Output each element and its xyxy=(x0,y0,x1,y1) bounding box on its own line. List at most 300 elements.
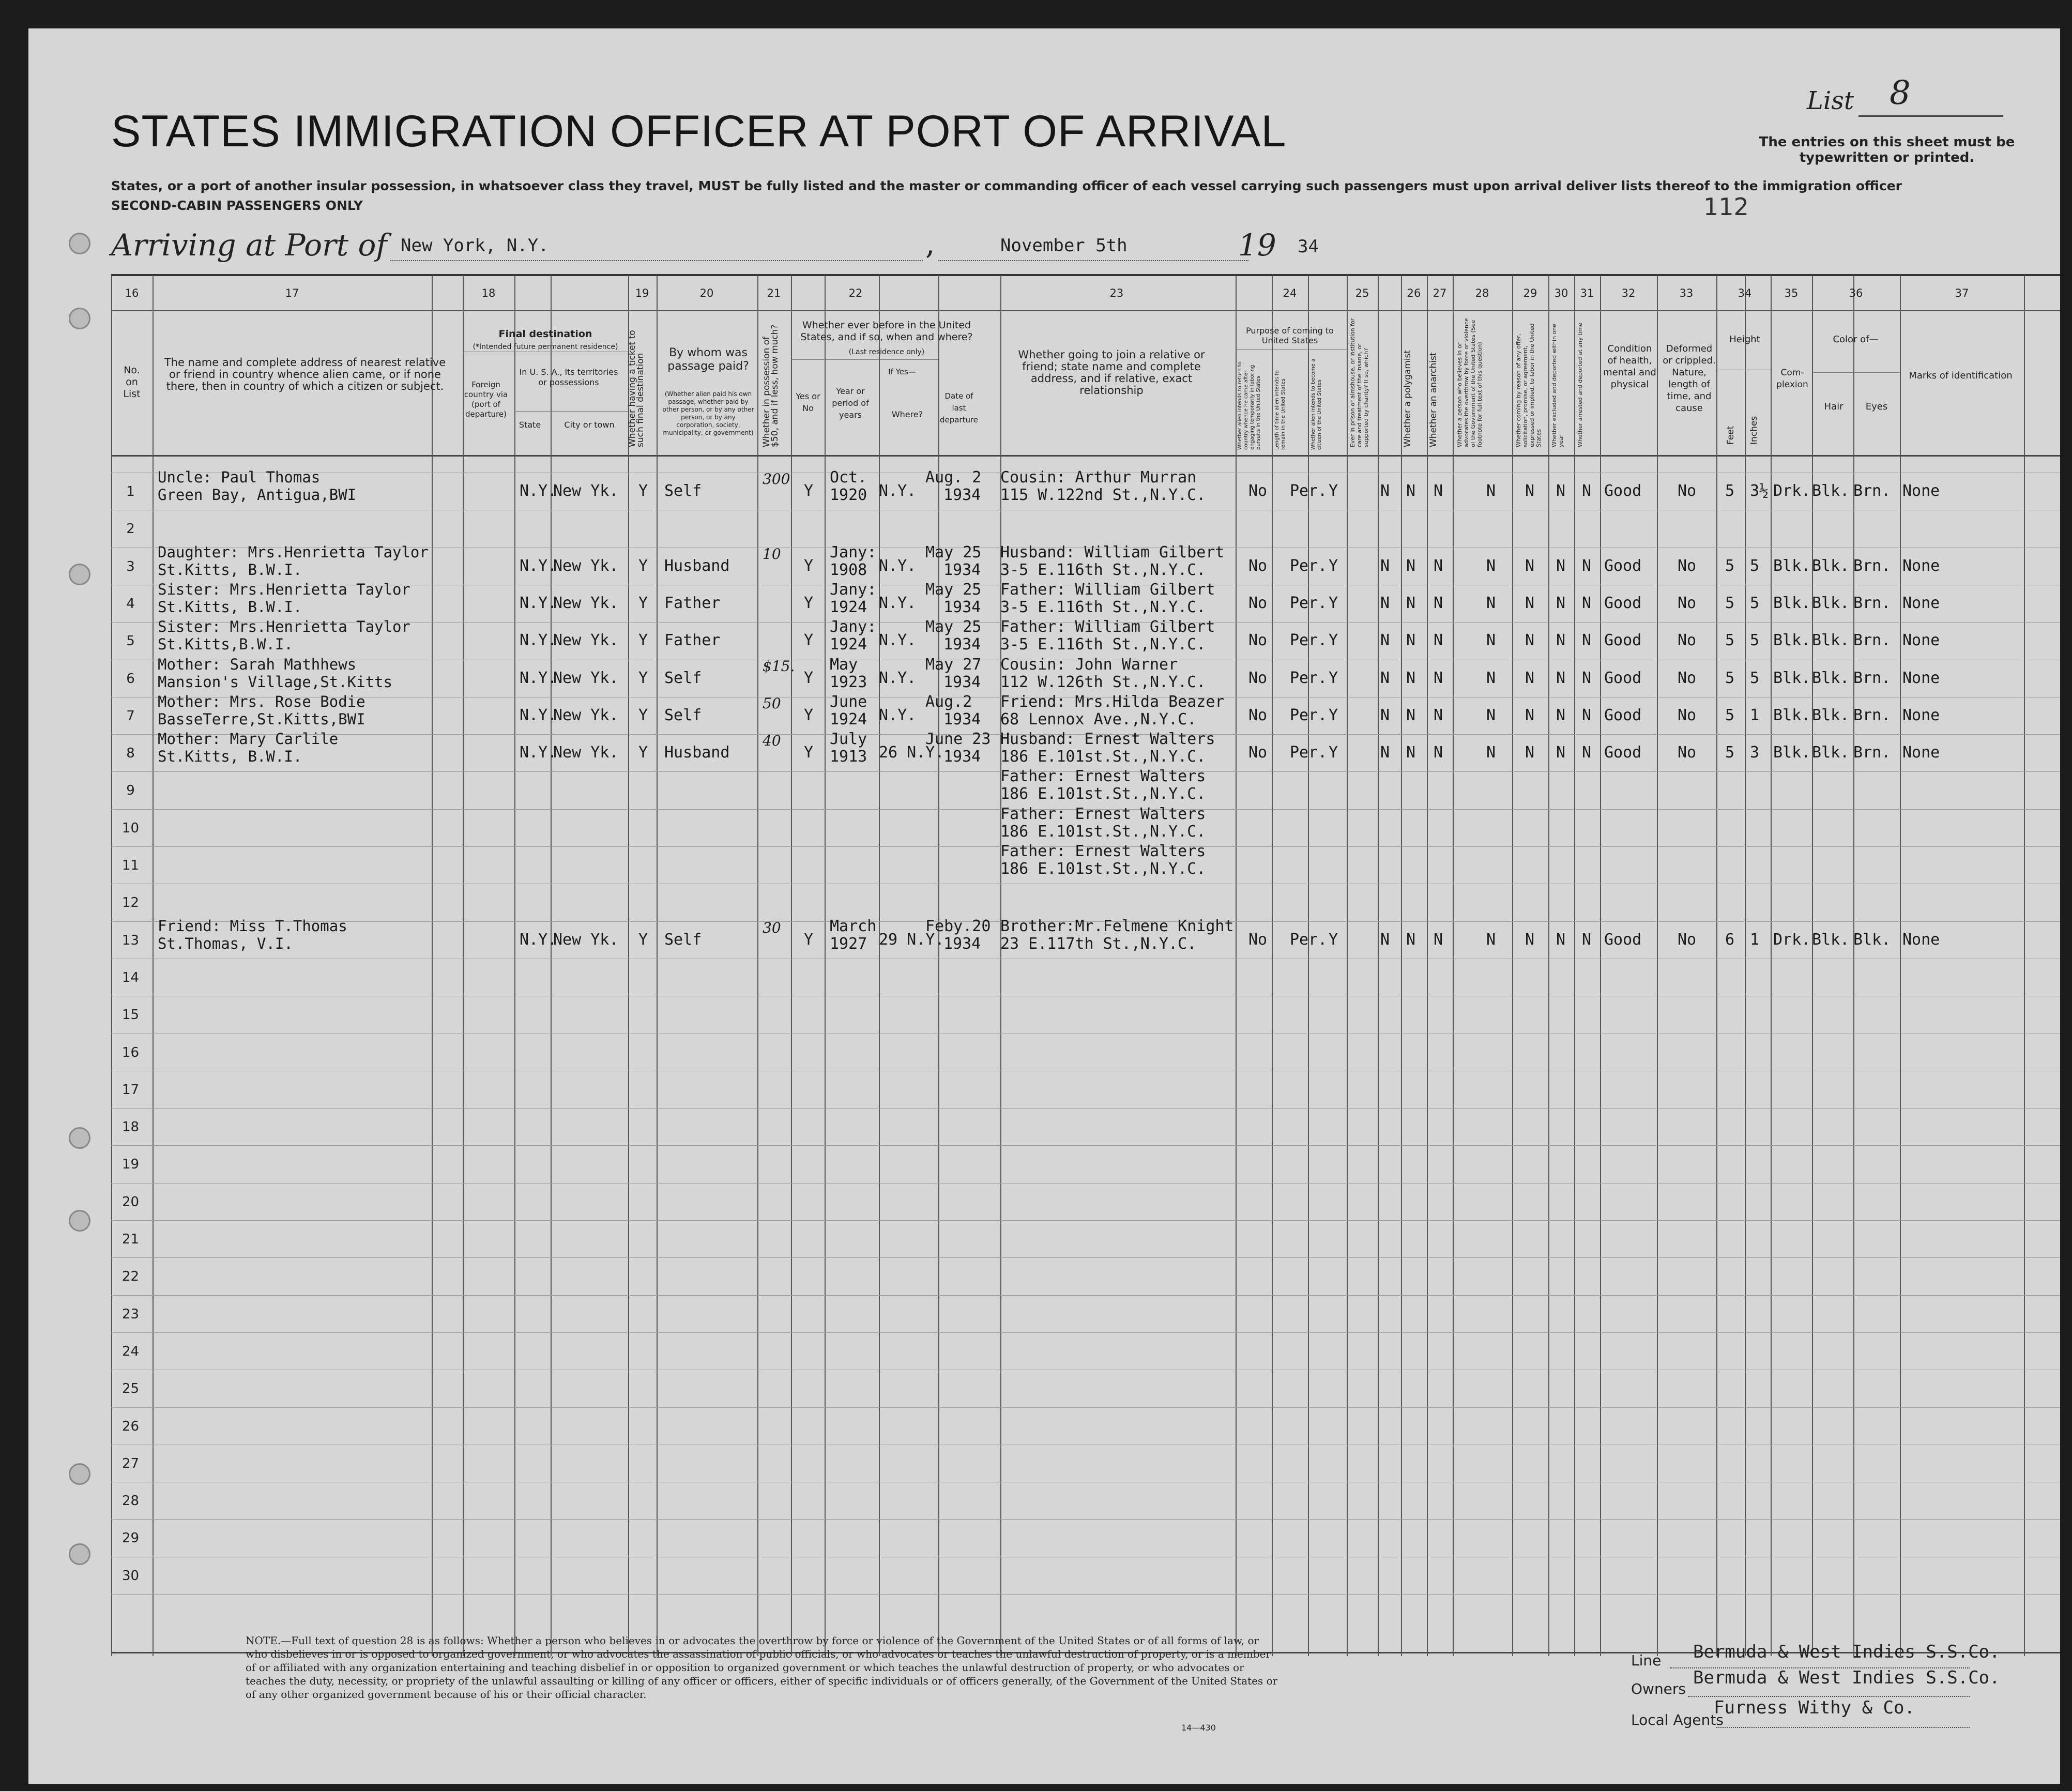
cell-in: 5 xyxy=(1750,594,1760,612)
cell-cond: Good xyxy=(1604,706,1642,724)
column-divider xyxy=(1745,276,1746,1656)
column-number: 16 xyxy=(125,287,139,299)
column-number: 25 xyxy=(1355,287,1369,299)
cell-dep1: May 25 xyxy=(925,618,982,636)
cell-yesno: Y xyxy=(804,743,814,762)
header-q29: Whether coming by reason of any offer, solicitation, promise, or agreement, expressed or implied, to labor in the United States xyxy=(1515,323,1542,447)
cell-where: N.Y. xyxy=(879,631,917,650)
cell-ft: 5 xyxy=(1725,482,1735,500)
row-number: 14 xyxy=(121,969,140,985)
cell-marks: None xyxy=(1902,594,1940,612)
row-number: 2 xyxy=(126,521,135,537)
year-prefix: 19 xyxy=(1238,227,1276,263)
second-line-dep2: 1934 xyxy=(943,635,981,654)
column-number: 20 xyxy=(699,287,714,299)
header-state: State xyxy=(519,420,541,430)
row-number: 11 xyxy=(121,858,140,873)
cell-q25: N xyxy=(1380,631,1390,650)
column-divider xyxy=(1272,276,1273,1656)
column-number: 21 xyxy=(767,287,781,299)
cell-state: N.Y. xyxy=(520,631,557,650)
row-number: 20 xyxy=(121,1194,140,1210)
cell-hair: Blk. xyxy=(1812,482,1850,500)
header-year-period: Year or period of years xyxy=(832,386,869,420)
cell-q26: N xyxy=(1406,482,1416,500)
column-divider xyxy=(1401,276,1402,1656)
column-number-border xyxy=(111,310,2060,311)
cell-q29: N xyxy=(1525,706,1535,724)
cell-q29: N xyxy=(1525,743,1535,762)
comma: , xyxy=(925,226,935,261)
row-number: 3 xyxy=(126,558,135,574)
port-underline xyxy=(390,260,923,261)
cell-q30: N xyxy=(1556,706,1566,724)
relative-abroad-line: Sister: Mrs.Henrietta Taylor xyxy=(158,618,410,636)
cell-q28: N xyxy=(1486,594,1496,612)
cell-comp: Blk. xyxy=(1773,556,1811,575)
cell-def: No xyxy=(1678,706,1697,724)
cell-hair: Blk. xyxy=(1812,669,1850,687)
header-feet: Feet xyxy=(1726,426,1736,445)
row-number: 9 xyxy=(126,783,135,799)
cell-ticket: Y xyxy=(638,669,648,687)
binder-hole xyxy=(69,564,90,585)
cell-city: New Yk. xyxy=(553,669,619,687)
cell-q27: N xyxy=(1434,482,1443,500)
cell-where: 29 N.Y. xyxy=(879,930,944,949)
header-possession-50: Whether in possession of $50, and if less, how much? xyxy=(761,324,780,447)
column-divider xyxy=(791,276,792,1656)
cell-ret: No xyxy=(1248,706,1268,724)
cell-ticket: Y xyxy=(638,556,648,575)
cell-in: 5 xyxy=(1750,556,1760,575)
column-number: 18 xyxy=(481,287,496,299)
cell-city: New Yk. xyxy=(553,556,619,575)
column-number: 30 xyxy=(1554,287,1568,299)
row-number: 12 xyxy=(121,895,140,911)
row-number: 30 xyxy=(121,1568,140,1584)
cell-cit: Y xyxy=(1329,482,1338,500)
cell-paid: Father xyxy=(664,594,721,612)
cell-join1: Father: Ernest Walters xyxy=(1000,842,1206,860)
header-eyes: Eyes xyxy=(1865,401,1888,412)
subheader-divider xyxy=(514,411,628,412)
cell-q31: N xyxy=(1582,594,1592,612)
row-number: 18 xyxy=(121,1119,140,1135)
cell-money: $15. xyxy=(763,657,795,675)
cell-comp: Blk. xyxy=(1773,669,1811,687)
row-number: 27 xyxy=(121,1455,140,1471)
date-value: November 5th xyxy=(1000,235,1128,256)
cell-eyes: Brn. xyxy=(1853,556,1891,575)
cell-cond: Good xyxy=(1604,482,1642,500)
subheader-divider xyxy=(1236,349,1347,350)
cell-join1: Brother:Mr.Felmene Knight xyxy=(1000,917,1234,935)
cell-join1: Husband: Ernest Walters xyxy=(1000,730,1215,749)
year-suffix: 34 xyxy=(1298,236,1319,257)
relative-abroad-line: Uncle: Paul Thomas xyxy=(158,468,321,486)
cell-paid: Self xyxy=(664,930,702,949)
manifest-sheet xyxy=(28,28,2060,1784)
cell-q25: N xyxy=(1380,556,1390,575)
header-joining-relative: Whether going to join a relative or friend; state name and complete address, and if relative, exact relationship xyxy=(1018,348,1205,397)
header-final-destination: Final destination xyxy=(498,328,592,340)
row-number: 4 xyxy=(126,596,135,612)
cell-city: New Yk. xyxy=(553,631,619,650)
cell-ticket: Y xyxy=(638,631,648,650)
form-code: 14—430 xyxy=(1181,1723,1216,1733)
cell-q31: N xyxy=(1582,631,1592,650)
cell-ret: No xyxy=(1248,930,1268,949)
second-line-year2: 1924 xyxy=(830,710,867,728)
cell-ret: No xyxy=(1248,631,1268,650)
relative-abroad-line: Mother: Mary Carlile xyxy=(158,730,339,748)
relative-abroad-line: St.Kitts,B.W.I. xyxy=(158,635,293,654)
header-q30: Whether excluded and deported within one year xyxy=(1551,324,1564,447)
relative-abroad-line: Friend: Miss T.Thomas xyxy=(158,917,347,935)
cell-city: New Yk. xyxy=(553,743,619,762)
agents-underline xyxy=(1716,1727,1970,1728)
cell-ret: No xyxy=(1248,556,1268,575)
cell-q29: N xyxy=(1525,631,1535,650)
header-anarchist: Whether an anarchist xyxy=(1428,352,1439,447)
cell-state: N.Y. xyxy=(520,482,557,500)
cell-eyes: Blk. xyxy=(1853,930,1891,949)
cell-comp: Blk. xyxy=(1773,631,1811,650)
column-number: 22 xyxy=(848,287,863,299)
cell-paid: Husband xyxy=(664,556,730,575)
cell-q25: N xyxy=(1380,669,1390,687)
cell-ticket: Y xyxy=(638,482,648,500)
cell-def: No xyxy=(1678,743,1697,762)
cell-q28: N xyxy=(1486,556,1496,575)
cell-eyes: Brn. xyxy=(1853,706,1891,724)
cell-in: 1 xyxy=(1750,930,1760,949)
cell-cond: Good xyxy=(1604,631,1642,650)
cell-in: 5 xyxy=(1750,669,1760,687)
cell-q30: N xyxy=(1556,556,1566,575)
second-line-year2: 1927 xyxy=(830,934,867,953)
cell-ft: 5 xyxy=(1725,706,1735,724)
cell-len: Per. xyxy=(1290,556,1328,575)
cell-ft: 5 xyxy=(1725,669,1735,687)
joining-address: 68 Lennox Ave.,N.Y.C. xyxy=(1000,710,1197,728)
cell-yesno: Y xyxy=(804,930,814,949)
agents-label: Local Agents xyxy=(1631,1711,1724,1728)
cell-def: No xyxy=(1678,631,1697,650)
cell-len: Per. xyxy=(1290,930,1328,949)
cell-ret: No xyxy=(1248,482,1268,500)
row-number: 7 xyxy=(126,708,135,724)
cell-join1: Cousin: John Warner xyxy=(1000,655,1178,674)
row-divider xyxy=(111,1220,2060,1221)
row-divider xyxy=(111,1257,2060,1258)
cell-hair: Blk. xyxy=(1812,594,1850,612)
column-divider xyxy=(1771,276,1772,1656)
list-number: 8 xyxy=(1890,74,1911,112)
header-purpose: Purpose of coming to United States xyxy=(1246,326,1334,345)
cell-year1: Jany: xyxy=(830,580,877,599)
binder-hole xyxy=(69,1210,90,1232)
cell-dep1: Aug.2 xyxy=(925,692,972,711)
row-number: 1 xyxy=(126,484,135,499)
row-number: 23 xyxy=(121,1306,140,1322)
page-title: STATES IMMIGRATION OFFICER AT PORT OF ARRIVAL xyxy=(111,107,1287,156)
header-last-residence: (Last residence only) xyxy=(848,348,925,356)
list-label: List xyxy=(1807,86,1854,115)
cell-comp: Drk. xyxy=(1773,930,1811,949)
cell-marks: None xyxy=(1902,930,1940,949)
header-complexion: Com-plexion xyxy=(1776,368,1808,390)
cell-cond: Good xyxy=(1604,594,1642,612)
cell-state: N.Y. xyxy=(520,743,557,762)
cell-year1: Oct. xyxy=(830,468,867,487)
cell-q25: N xyxy=(1380,930,1390,949)
column-divider xyxy=(2024,276,2025,1656)
column-divider xyxy=(1378,276,1379,1656)
cell-where: N.Y. xyxy=(879,669,917,687)
row-number: 13 xyxy=(121,932,140,948)
cell-in: 1 xyxy=(1750,706,1760,724)
cell-q27: N xyxy=(1434,556,1443,575)
cell-def: No xyxy=(1678,594,1697,612)
subheader-divider xyxy=(791,359,938,360)
cell-dep1: Feby.20 xyxy=(925,917,991,935)
cell-q30: N xyxy=(1556,743,1566,762)
binder-hole xyxy=(69,1543,90,1565)
row-divider xyxy=(111,1145,2060,1146)
row-number: 8 xyxy=(126,746,135,762)
cell-eyes: Brn. xyxy=(1853,482,1891,500)
cell-money: 10 xyxy=(763,545,781,563)
cell-state: N.Y. xyxy=(520,594,557,612)
row-number: 5 xyxy=(126,633,135,649)
cell-paid: Husband xyxy=(664,743,730,762)
cell-q26: N xyxy=(1406,669,1416,687)
cell-ticket: Y xyxy=(638,930,648,949)
second-line-dep2: 1934 xyxy=(943,486,981,504)
header-q28: Whether a person who believes in or advocates the overthrow by force or violence of the Government of the United States (See footnote for full text of this question) xyxy=(1456,318,1483,447)
cell-q29: N xyxy=(1525,594,1535,612)
row-number: 15 xyxy=(121,1007,140,1023)
header-date-departure: Date of last departure xyxy=(939,391,979,424)
cell-len: Per. xyxy=(1290,594,1328,612)
binder-hole xyxy=(69,233,90,254)
cell-year1: June xyxy=(830,692,867,711)
cell-q27: N xyxy=(1434,706,1443,724)
cell-cit: Y xyxy=(1329,594,1338,612)
binder-hole xyxy=(69,1463,90,1485)
agents-value: Furness Withy & Co. xyxy=(1714,1697,1915,1718)
second-line-year2: 1923 xyxy=(830,673,867,691)
cell-paid: Self xyxy=(664,706,702,724)
cell-comp: Blk. xyxy=(1773,706,1811,724)
line-value: Bermuda & West Indies S.S.Co. xyxy=(1693,1642,2000,1662)
row-number: 24 xyxy=(121,1343,140,1359)
column-number: 19 xyxy=(635,287,649,299)
cell-yesno: Y xyxy=(804,556,814,575)
row-divider xyxy=(111,1594,2060,1595)
cell-marks: None xyxy=(1902,669,1940,687)
header-prison: Ever in prison or almshouse, or institution for care and treatment of the insane, or supported by charity? If so, which? xyxy=(1349,318,1369,447)
cell-q26: N xyxy=(1406,631,1416,650)
cell-join1: Father: William Gilbert xyxy=(1000,580,1215,599)
cell-cond: Good xyxy=(1604,743,1642,762)
cell-len: Per. xyxy=(1290,669,1328,687)
typewritten-note: The entries on this sheet must be typewritten or printed. xyxy=(1759,134,2015,165)
header-polygamist: Whether a polygamist xyxy=(1403,350,1413,447)
cell-join1: Father: William Gilbert xyxy=(1000,618,1215,636)
cell-comp: Blk. xyxy=(1773,594,1811,612)
header-bottom-border xyxy=(111,455,2060,457)
cell-q31: N xyxy=(1582,743,1592,762)
cell-in: 3 xyxy=(1750,743,1760,762)
header-final-destination-note: (*Intended future permanent residence) xyxy=(473,343,618,351)
cell-dep1: May 25 xyxy=(925,543,982,561)
header-purpose-length: Length of time alien intends to remain in the United States xyxy=(1274,370,1286,450)
cell-q31: N xyxy=(1582,706,1592,724)
column-number: 24 xyxy=(1283,287,1297,299)
cell-cond: Good xyxy=(1604,669,1642,687)
cell-q26: N xyxy=(1406,743,1416,762)
cell-q29: N xyxy=(1525,930,1535,949)
cell-comp: Blk. xyxy=(1773,743,1811,762)
joining-address: 186 E.101st.St.,N.Y.C. xyxy=(1000,748,1206,766)
cell-state: N.Y. xyxy=(520,930,557,949)
cell-len: Per. xyxy=(1290,482,1328,500)
header-condition: Condition of health, mental and physical xyxy=(1603,343,1656,390)
second-line-year2: 1920 xyxy=(830,486,867,504)
cell-hair: Blk. xyxy=(1812,706,1850,724)
footnote-q28: NOTE.—Full text of question 28 is as follows: Whether a person who believes in or advocates the overthrow by force or violence of the Government of the United States or of all forms of law, or who disbelieves in or is opposed to organized government, or who advocates the assassination of public officials, or who advocates or teaches the unlawful destruction of property, or is a member of or affiliated with any organization entertaining and teaching disbelief in or opposition to organized government or which teaches the unlawful destruction of property, or who advocates or teaches the duty, necessity, or propriety of the unlawful assaulting or killing of any officer or officers, either of specific individuals or of officers generally, of the Government of the United States or of any other organized government because of his or their official character. xyxy=(246,1634,1278,1701)
cell-yesno: Y xyxy=(804,631,814,650)
cell-q26: N xyxy=(1406,556,1416,575)
cell-hair: Blk. xyxy=(1812,556,1850,575)
joining-address: 186 E.101st.St.,N.Y.C. xyxy=(1000,822,1206,841)
cell-def: No xyxy=(1678,669,1697,687)
owners-underline xyxy=(1688,1696,1970,1697)
relative-abroad-line: Mother: Mrs. Rose Bodie xyxy=(158,692,365,710)
cell-def: No xyxy=(1678,556,1697,575)
cell-cit: Y xyxy=(1329,743,1338,762)
cell-yesno: Y xyxy=(804,482,814,500)
row-number: 25 xyxy=(121,1381,140,1397)
column-divider xyxy=(1453,276,1454,1656)
cell-marks: None xyxy=(1902,743,1940,762)
cell-q25: N xyxy=(1380,482,1390,500)
cell-q27: N xyxy=(1434,631,1443,650)
second-line-dep2: 1934 xyxy=(943,748,981,766)
port-value: New York, N.Y. xyxy=(401,235,549,256)
cell-marks: None xyxy=(1902,631,1940,650)
row-divider xyxy=(111,1407,2060,1408)
cell-ft: 5 xyxy=(1725,556,1735,575)
header-height: Height xyxy=(1729,334,1760,345)
subtitle-line-1: States, or a port of another insular possession, in whatsoever class they travel, MUST be fully listed and the master or commanding officer of each vessel carrying such passengers must upon arrival deliver lists thereof to the immigration officer xyxy=(111,178,1902,193)
cell-cit: Y xyxy=(1329,669,1338,687)
header-purpose-citizen: Whether alien intends to become a citizen of the United States xyxy=(1311,358,1322,450)
cell-where: N.Y. xyxy=(879,556,917,575)
cell-ticket: Y xyxy=(638,594,648,612)
cell-year1: Jany: xyxy=(830,543,877,561)
cell-q27: N xyxy=(1434,743,1443,762)
column-divider xyxy=(514,276,515,1656)
cell-q28: N xyxy=(1486,669,1496,687)
cell-ft: 5 xyxy=(1725,594,1735,612)
cell-q28: N xyxy=(1486,482,1496,500)
row-number: 28 xyxy=(121,1493,140,1509)
header-foreign-country: Foreign country via (port of departure) xyxy=(464,380,508,419)
cell-q26: N xyxy=(1406,594,1416,612)
cell-city: New Yk. xyxy=(553,706,619,724)
header-ever-before: Whether ever before in the United States, and if so, when and where? xyxy=(800,320,973,343)
header-passage-paid: By whom was passage paid? xyxy=(667,346,749,373)
row-number: 19 xyxy=(121,1157,140,1173)
cell-eyes: Brn. xyxy=(1853,631,1891,650)
cell-q25: N xyxy=(1380,706,1390,724)
row-number: 16 xyxy=(121,1044,140,1060)
relative-abroad-line: St.Kitts, B.W.I. xyxy=(158,598,302,616)
column-number: 29 xyxy=(1523,287,1537,299)
second-line-year2: 1913 xyxy=(830,748,867,766)
column-number: 35 xyxy=(1784,287,1799,299)
column-divider xyxy=(1716,276,1717,1656)
cell-year1: March xyxy=(830,917,877,935)
column-divider xyxy=(1548,276,1549,1656)
row-number: 26 xyxy=(121,1418,140,1434)
cell-q29: N xyxy=(1525,482,1535,500)
row-number: 21 xyxy=(121,1232,140,1247)
column-divider xyxy=(1427,276,1428,1656)
second-line-dep2: 1934 xyxy=(943,710,981,728)
column-divider xyxy=(825,276,826,1656)
column-number: 23 xyxy=(1109,287,1124,299)
column-number: 34 xyxy=(1738,287,1752,299)
cell-in: 3½ xyxy=(1750,482,1769,500)
cell-paid: Self xyxy=(664,482,702,500)
cell-where: N.Y. xyxy=(879,594,917,612)
cell-q31: N xyxy=(1582,669,1592,687)
cell-in: 5 xyxy=(1750,631,1760,650)
row-divider xyxy=(111,1108,2060,1109)
cell-ret: No xyxy=(1248,743,1268,762)
column-divider xyxy=(111,276,112,1656)
cell-def: No xyxy=(1678,930,1697,949)
row-number: 17 xyxy=(121,1082,140,1098)
cell-ret: No xyxy=(1248,594,1268,612)
cell-state: N.Y. xyxy=(520,556,557,575)
header-no-on-list: No. on List xyxy=(123,365,141,400)
row-divider xyxy=(111,1332,2060,1333)
cell-cit: Y xyxy=(1329,930,1338,949)
cell-q28: N xyxy=(1486,930,1496,949)
column-divider xyxy=(463,276,464,1656)
cell-dep1: May 25 xyxy=(925,580,982,599)
relative-abroad-line: Sister: Mrs.Henrietta Taylor xyxy=(158,580,410,598)
relative-abroad-line: Green Bay, Antigua,BWI xyxy=(158,486,357,504)
column-number: 31 xyxy=(1580,287,1594,299)
cell-join1: Cousin: Arthur Murran xyxy=(1000,468,1197,487)
second-line-dep2: 1934 xyxy=(943,934,981,953)
column-divider xyxy=(1512,276,1513,1656)
cell-len: Per. xyxy=(1290,706,1328,724)
cell-marks: None xyxy=(1902,482,1940,500)
column-divider xyxy=(1347,276,1348,1656)
column-number: 27 xyxy=(1433,287,1447,299)
joining-address: 23 E.117th St.,N.Y.C. xyxy=(1000,934,1197,953)
cell-ft: 6 xyxy=(1725,930,1735,949)
header-yes-no: Yes or No xyxy=(796,391,820,413)
